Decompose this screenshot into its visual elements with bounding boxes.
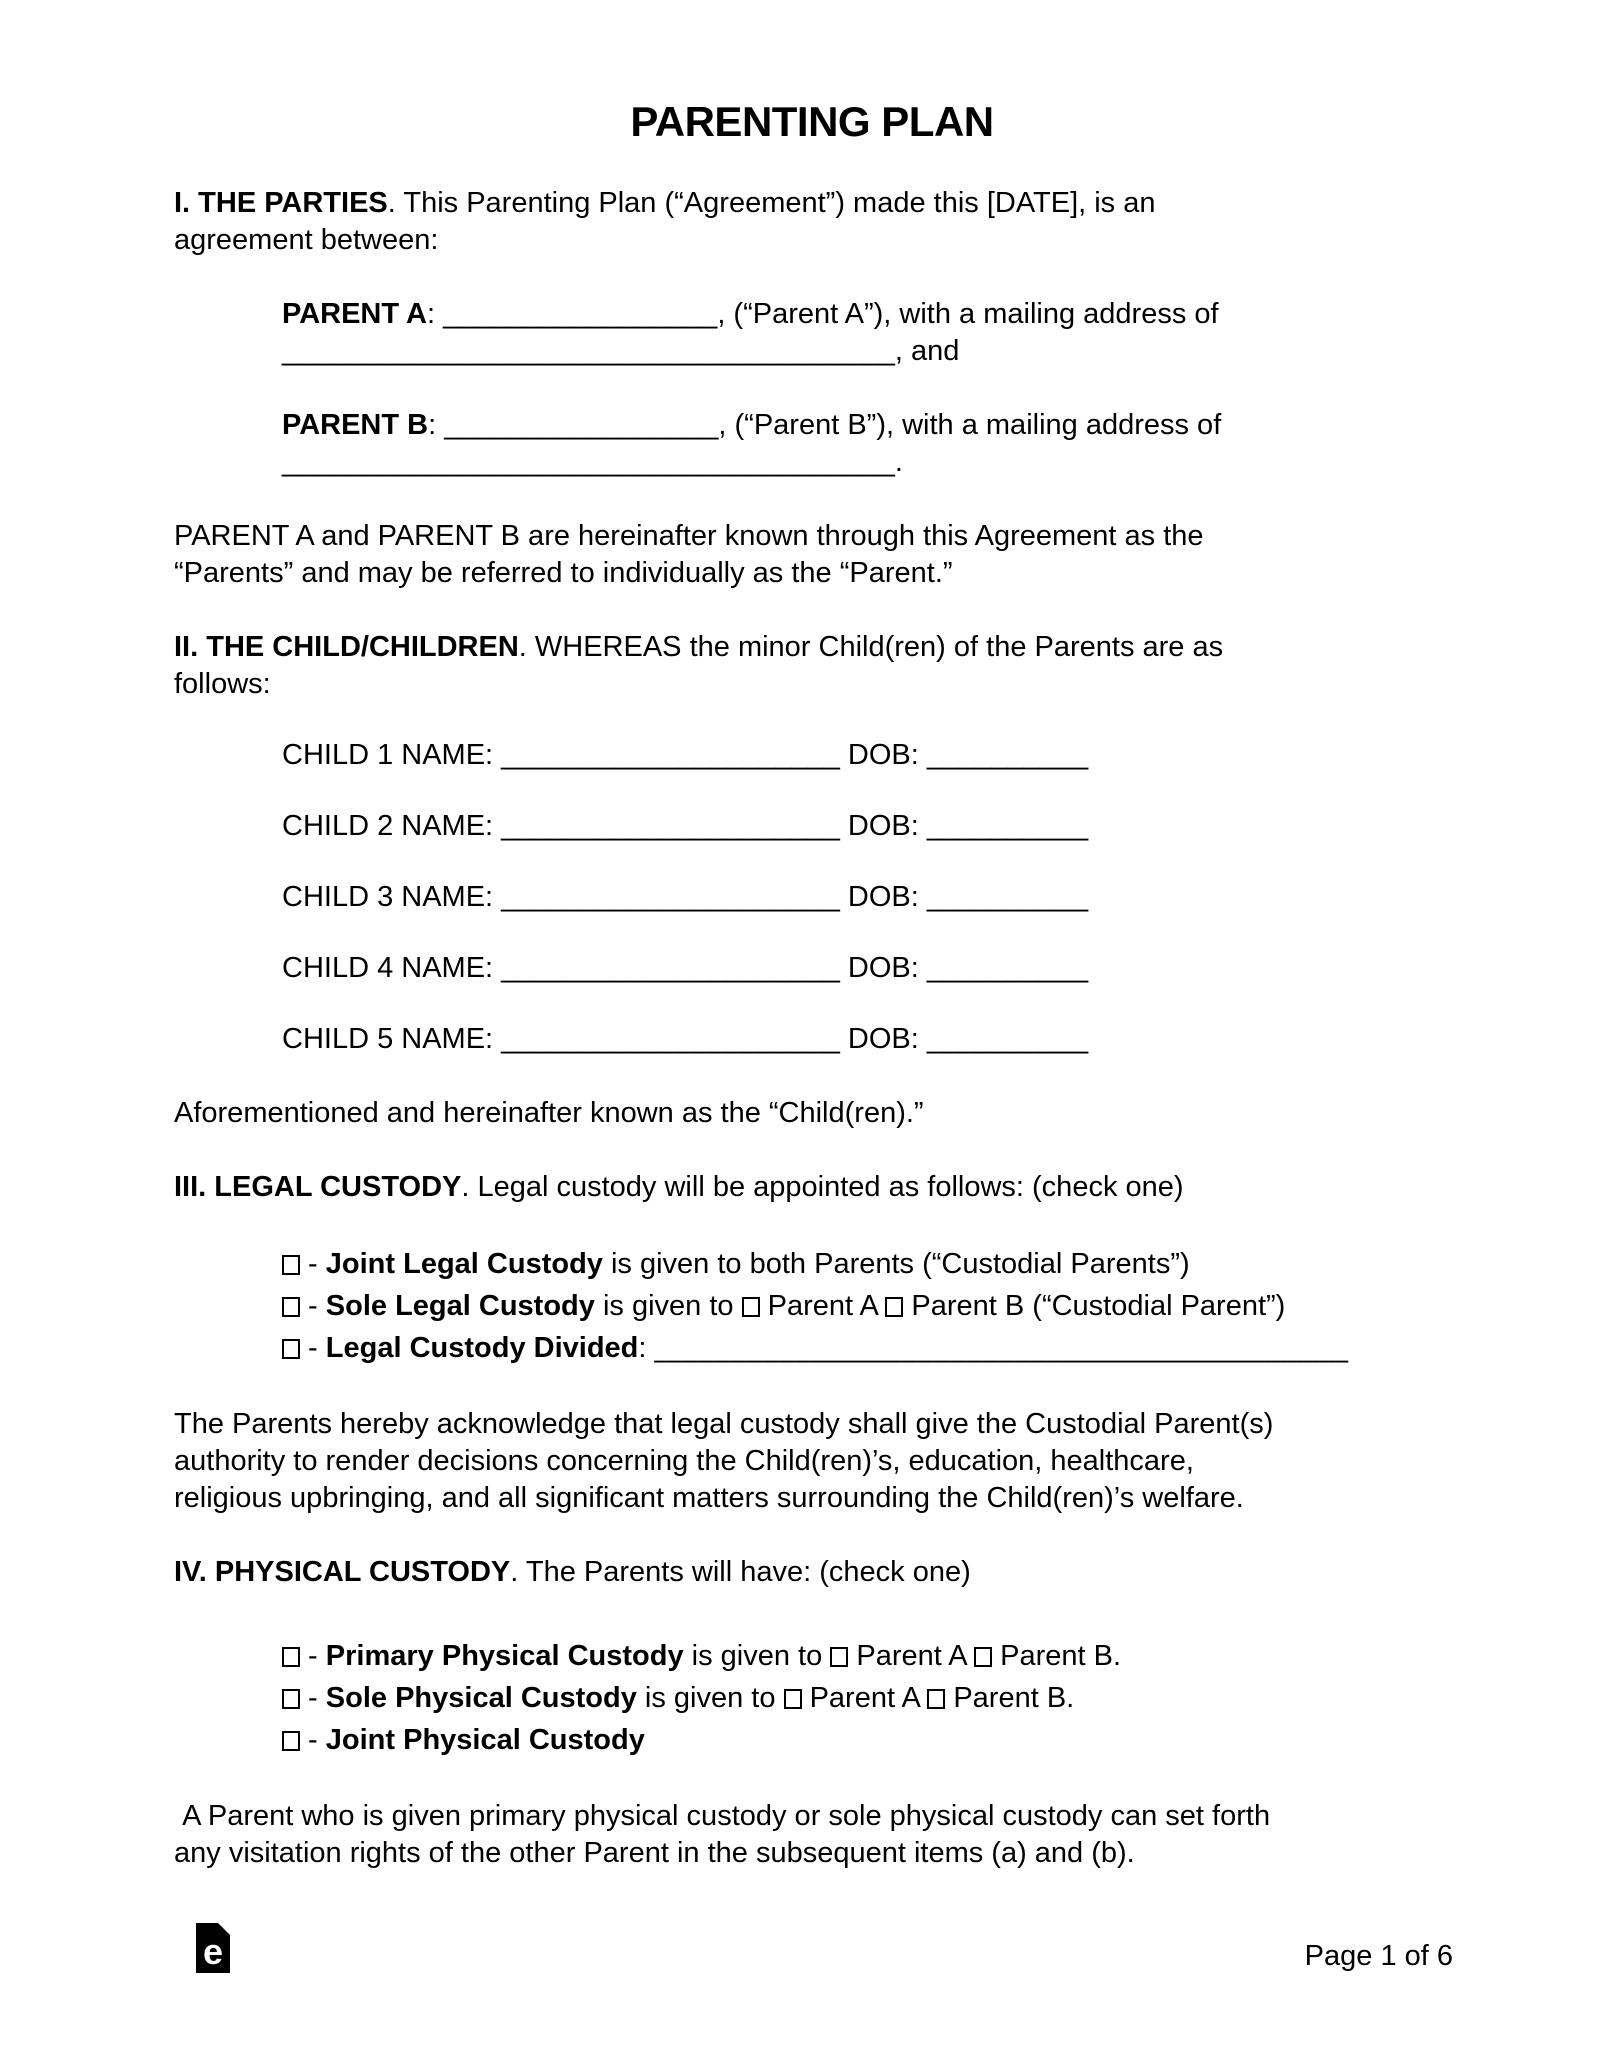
- parent-a-address-blank[interactable]: ______________________________________: [282, 335, 895, 367]
- child-5-name-blank[interactable]: _____________________: [501, 1023, 840, 1055]
- section-3-heading-bold: III. LEGAL CUSTODY: [174, 1171, 462, 1203]
- sole-legal-custody-checkbox[interactable]: [282, 1297, 300, 1317]
- child-4-row: [174, 950, 1450, 987]
- child-3-dob-blank[interactable]: __________: [926, 881, 1089, 913]
- child-5-dob-blank[interactable]: __________: [926, 1023, 1089, 1055]
- legal-custody-divided-checkbox[interactable]: [282, 1339, 300, 1359]
- child-3-dob-label: DOB:: [839, 881, 927, 913]
- child-1-row: [174, 737, 1450, 774]
- parent-b-address-blank[interactable]: ______________________________________: [282, 446, 895, 478]
- section-1-heading: [174, 185, 1450, 259]
- child-1-label: CHILD 1 NAME:: [282, 739, 502, 771]
- option-joint-physical-custody: - Joint Physical Custody: [282, 1719, 1450, 1761]
- child-2-dob-blank[interactable]: __________: [926, 810, 1089, 842]
- joint-legal-custody-checkbox[interactable]: [282, 1255, 300, 1275]
- section-1-heading-bold: I. THE PARTIES: [174, 187, 388, 219]
- child-2-label: CHILD 2 NAME:: [282, 810, 502, 842]
- sole-legal-parent-a-checkbox[interactable]: [742, 1297, 760, 1317]
- parties-note: PARENT A and PARENT B are hereinafter known through this Agreement as the “Parents” and may be referred to individually as the “Parent.”: [174, 520, 1204, 589]
- primary-physical-parent-b-checkbox[interactable]: [974, 1647, 992, 1667]
- sole-physical-parent-a-checkbox[interactable]: [784, 1689, 802, 1709]
- sole-legal-parent-b-checkbox[interactable]: [885, 1297, 903, 1317]
- child-1-name-blank[interactable]: _____________________: [501, 739, 840, 771]
- section-4-heading: [174, 1554, 1450, 1591]
- child-3-label: CHILD 3 NAME:: [282, 881, 502, 913]
- primary-physical-custody-checkbox[interactable]: [282, 1647, 300, 1667]
- section-1-heading-rest: . This Parenting Plan (“Agreement”) made this [DATE], is an: [387, 187, 1156, 219]
- eforms-logo-letter: e: [202, 1931, 224, 1972]
- child-4-dob-label: DOB:: [839, 952, 927, 984]
- section-2-heading-bold: II. THE CHILD/CHILDREN: [174, 631, 519, 663]
- parent-b-row: PARENT B: _________________, (“Parent B”), with a mailing address of ______________________________________.: [282, 409, 1222, 478]
- legal-custody-divided-blank[interactable]: ___________________________________________: [654, 1332, 1349, 1364]
- physical-custody-options: [174, 1635, 1450, 1761]
- legal-custody-note: The Parents hereby acknowledge that legal custody shall give the Custodial Parent(s) authority to render decisions concerning the Child(ren)’s, education, healthcare, religious upbringing, and all significant matters surrounding the Child(ren)’s welfare.: [174, 1408, 1274, 1514]
- section-3-heading: [174, 1169, 1450, 1206]
- section-3-heading-rest: . Legal custody will be appointed as follows: (check one): [461, 1171, 1184, 1203]
- child-4-dob-blank[interactable]: __________: [926, 952, 1089, 984]
- legal-custody-options: [174, 1243, 1450, 1369]
- eforms-logo-icon: [196, 1923, 230, 1973]
- child-4-name-blank[interactable]: _____________________: [501, 952, 840, 984]
- child-1-dob-label: DOB:: [839, 739, 927, 771]
- child-1-dob-blank[interactable]: __________: [926, 739, 1089, 771]
- child-5-dob-label: DOB:: [839, 1023, 927, 1055]
- child-3-name-blank[interactable]: _____________________: [501, 881, 840, 913]
- parent-a-name-blank[interactable]: _________________: [443, 298, 718, 330]
- children-note: Aforementioned and hereinafter known as the “Child(ren).”: [174, 1097, 924, 1129]
- option-primary-physical-custody: - Primary Physical Custody is given to Parent A Parent B.: [282, 1635, 1450, 1677]
- child-4-label: CHILD 4 NAME:: [282, 952, 502, 984]
- joint-physical-custody-checkbox[interactable]: [282, 1731, 300, 1751]
- parent-a-label: PARENT A: [282, 298, 427, 330]
- option-sole-legal-custody: - Sole Legal Custody is given to Parent A Parent B (“Custodial Parent”): [282, 1285, 1450, 1327]
- page-title: PARENTING PLAN: [630, 98, 994, 145]
- child-5-row: [174, 1021, 1450, 1058]
- option-legal-custody-divided: - Legal Custody Divided: ___________________________________________: [282, 1327, 1450, 1369]
- parent-a-row: PARENT A: _________________, (“Parent A”), with a mailing address of ______________________________________, and: [282, 298, 1219, 367]
- child-2-dob-label: DOB:: [839, 810, 927, 842]
- parent-b-name-blank[interactable]: _________________: [444, 409, 719, 441]
- option-joint-legal-custody: - Joint Legal Custody is given to both Parents (“Custodial Parents”): [282, 1243, 1450, 1285]
- child-5-label: CHILD 5 NAME:: [282, 1023, 502, 1055]
- section-2-heading-line2: follows:: [174, 668, 271, 700]
- child-2-name-blank[interactable]: _____________________: [501, 810, 840, 842]
- option-sole-physical-custody: - Sole Physical Custody is given to Parent A Parent B.: [282, 1677, 1450, 1719]
- child-3-row: [174, 879, 1450, 916]
- child-2-row: [174, 808, 1450, 845]
- primary-physical-parent-a-checkbox[interactable]: [830, 1647, 848, 1667]
- section-4-heading-bold: IV. PHYSICAL CUSTODY: [174, 1556, 511, 1588]
- section-2-heading-rest: . WHEREAS the minor Child(ren) of the Parents are as: [518, 631, 1224, 663]
- section-1-heading-line2: agreement between:: [174, 224, 439, 256]
- sole-physical-parent-b-checkbox[interactable]: [927, 1689, 945, 1709]
- sole-physical-custody-checkbox[interactable]: [282, 1689, 300, 1709]
- page-number: Page 1 of 6: [1304, 1940, 1453, 1972]
- section-2-heading: [174, 629, 1450, 703]
- physical-custody-note: A Parent who is given primary physical custody or sole physical custody can set forth any visitation rights of the other Parent in the subsequent items (a) and (b).: [174, 1800, 1271, 1869]
- parent-b-label: PARENT B: [282, 409, 429, 441]
- section-4-heading-rest: . The Parents will have: (check one): [510, 1556, 971, 1588]
